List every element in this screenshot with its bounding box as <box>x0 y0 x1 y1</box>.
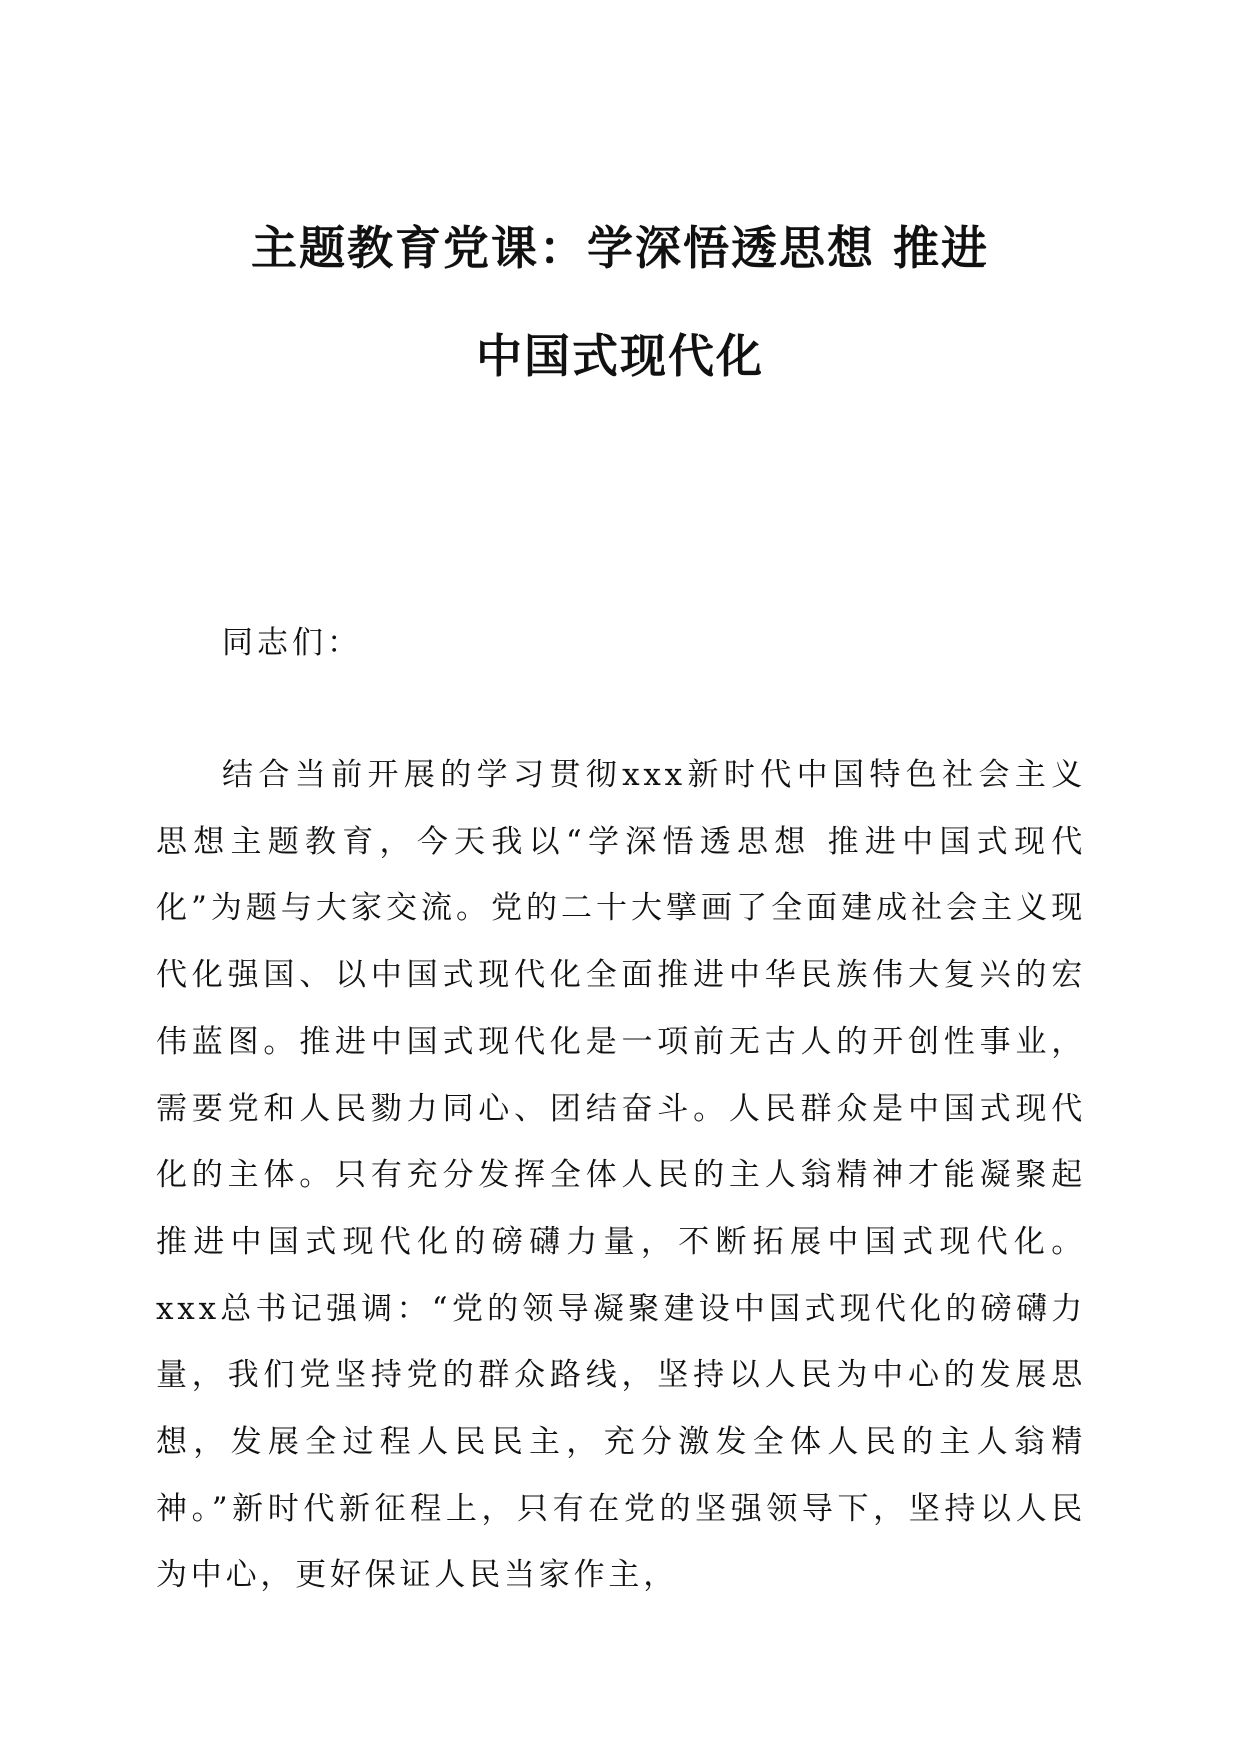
document-title-line1: 主题教育党课：学深悟透思想 推进 <box>250 221 989 275</box>
body-paragraph: 结合当前开展的学习贯彻xxx新时代中国特色社会主义思想主题教育，今天我以“学深悟透思想 推进中国式现代化”为题与大家交流。党的二十大擘画了全面建成社会主义现代化强国、以中国式现代化全面推进中华民族伟大复兴的宏伟蓝图。推进中国式现代化是一项前无古人的开创性事业，需要党和人民勠力同心、团结奋斗。人民群众是中国式现代化的主体。只有充分发挥全体人民的主人翁精神才能凝聚起推进中国式现代化的磅礴力量，不断拓展中国式现代化。xxx总书记强调：“党的领导凝聚建设中国式现代化的磅礴力量，我们党坚持党的群众路线，坚持以人民为中心的发展思想，发展全过程人民民主，充分激发全体人民的主人翁精神。”新时代新征程上，只有在党的坚强领导下，坚持以人民为中心，更好保证人民当家作主， <box>156 757 1086 1594</box>
document-title-line2: 中国式现代化 <box>476 329 764 383</box>
greeting: 同志们： <box>222 625 362 661</box>
